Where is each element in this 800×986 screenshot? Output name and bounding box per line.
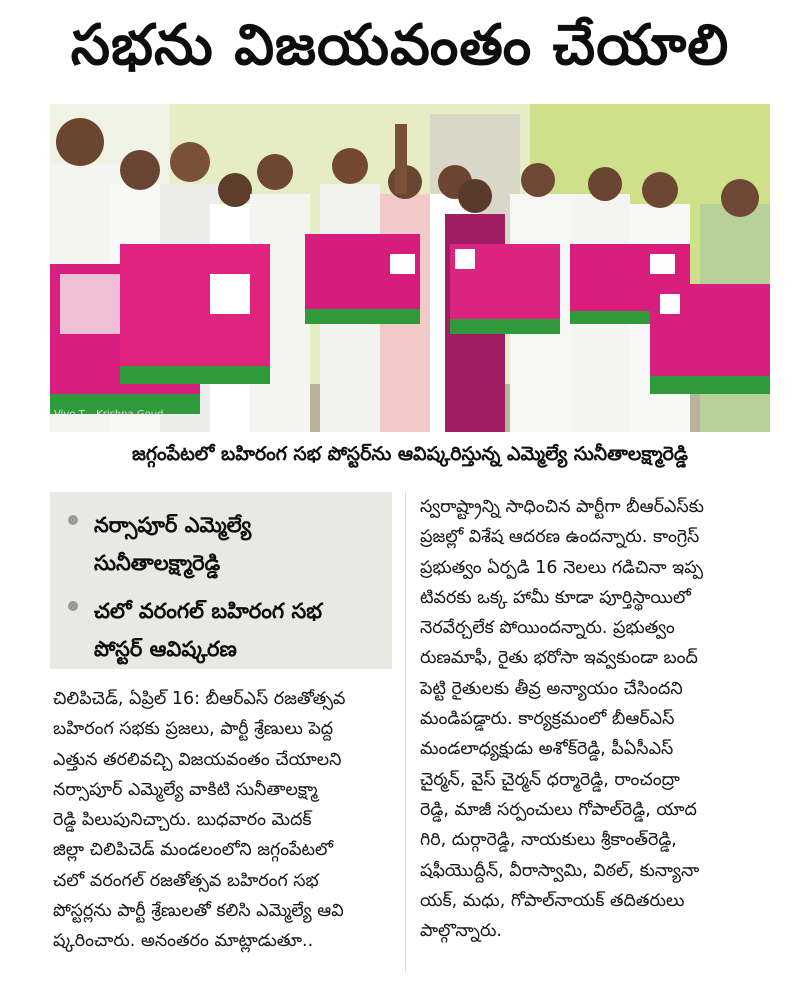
body-line: రెడ్డి, మాజీ సర్పంచులు గోపాల్‌రెడ్డి, యాద xyxy=(420,799,697,820)
highlight-text: చలో వరంగల్ బహిరంగ సభ పోస్టర్ ఆవిష్కరణ xyxy=(94,599,322,661)
body-line: ఎత్తున తరలివచ్చి విజయవంతం చేయాలని xyxy=(53,749,342,770)
body-line: షఫీయొద్దీన్, వీరాస్వామి, విఠల్, కున్యానా xyxy=(420,860,700,881)
body-line: ష్కరించారు. అనంతరం మాట్లాడుతూ.. xyxy=(53,931,314,952)
body-line: నెరవేర్చలేక పోయిందన్నారు. ప్రభుత్వం xyxy=(420,618,675,639)
body-line: టివరకు ఒక్క హామీ కూడా పూర్తిస్థాయిలో xyxy=(420,587,691,608)
highlight-item xyxy=(68,506,380,582)
photo-illustration xyxy=(50,104,770,432)
highlight-text: నర్సాపూర్ ఎమ్మెల్యే సునీతాలక్ష్మారెడ్డి xyxy=(94,513,252,575)
body-line: చలో వరంగల్ రజతోత్సవ బహిరంగ సభ xyxy=(53,870,319,891)
body-line: యక్, మధు, గోపాల్‌నాయక్ తదితరులు xyxy=(420,890,685,911)
bullet-icon xyxy=(68,515,78,525)
headline: సభను విజయవంతం చేయాలి xyxy=(70,12,730,78)
body-line: జిల్లా చిలిపిచెడ్ మండలంలోని జగ్గంపేటలో xyxy=(53,840,334,861)
body-line: పాల్గొన్నారు. xyxy=(420,921,502,942)
body-line: మండిపడ్డారు. కార్యక్రమంలో బీఆర్ఎస్ xyxy=(420,709,675,730)
body-line: చైర్మన్, వైస్ చైర్మన్ ధర్మారెడ్డి, రాంచంద్రా xyxy=(420,769,680,790)
article-body-right xyxy=(420,492,780,946)
body-line: రుణమాఫీ, రైతు భరోసా ఇవ్వకుండా బంద్ xyxy=(420,648,698,669)
body-line: బహిరంగ సభకు ప్రజలు, పార్టీ శ్రేణులు పెద్ద xyxy=(53,719,334,740)
body-line: స్వరాష్ట్రాన్ని సాధించిన పార్టీగా బీఆర్ఎస్‌కు xyxy=(420,497,704,517)
photo-timestamp: ...16, 2025, 12:... xyxy=(54,421,132,431)
bullet-icon xyxy=(68,601,78,611)
body-line: గిరి, దుర్గారెడ్డి, నాయకులు శ్రీకాంత్‌రెడ్డి, xyxy=(420,830,677,851)
body-line: ప్రజల్లో విశేష ఆదరణ ఉందన్నారు. కాంగ్రెస్ xyxy=(420,527,700,548)
photo-watermark: Vivo T... Krishna Goud xyxy=(54,409,164,420)
highlight-item xyxy=(68,592,380,668)
body-line: చిలిపిచెడ్, ఏప్రిల్ 16: బీఆర్ఎస్ రజతోత్సవ xyxy=(53,689,346,709)
column-divider xyxy=(405,492,406,972)
body-line: మండలాధ్యక్షుడు అశోక్‌రెడ్డి, పీఏసీఎస్ xyxy=(420,739,674,760)
photo-caption: జగ్గంపేటలో బహిరంగ సభ పోస్టర్‌ను ఆవిష్కరిస్తున్న ఎమ్మెల్యే సునీతాలక్ష్మారెడ్డి xyxy=(132,442,688,465)
body-line: పెట్టి రైతులకు తీవ్ర అన్యాయం చేసిందని xyxy=(420,678,683,699)
body-line: రెడ్డి పిలుపునిచ్చారు. బుధవారం మెదక్ xyxy=(53,810,312,831)
body-line: నర్సాపూర్ ఎమ్మెల్యే వాకిటి సునీతాలక్ష్మా xyxy=(53,779,318,800)
highlights-box xyxy=(50,492,392,669)
article-body-left xyxy=(53,684,393,957)
news-photo xyxy=(50,104,770,432)
body-line: పోస్టర్లను పార్టీ శ్రేణులతో కలిసి ఎమ్మెల్యే ఆవి xyxy=(53,901,344,922)
body-line: ప్రభుత్వం ఏర్పడి 16 నెలలు గడిచినా ఇప్ప xyxy=(420,557,703,578)
